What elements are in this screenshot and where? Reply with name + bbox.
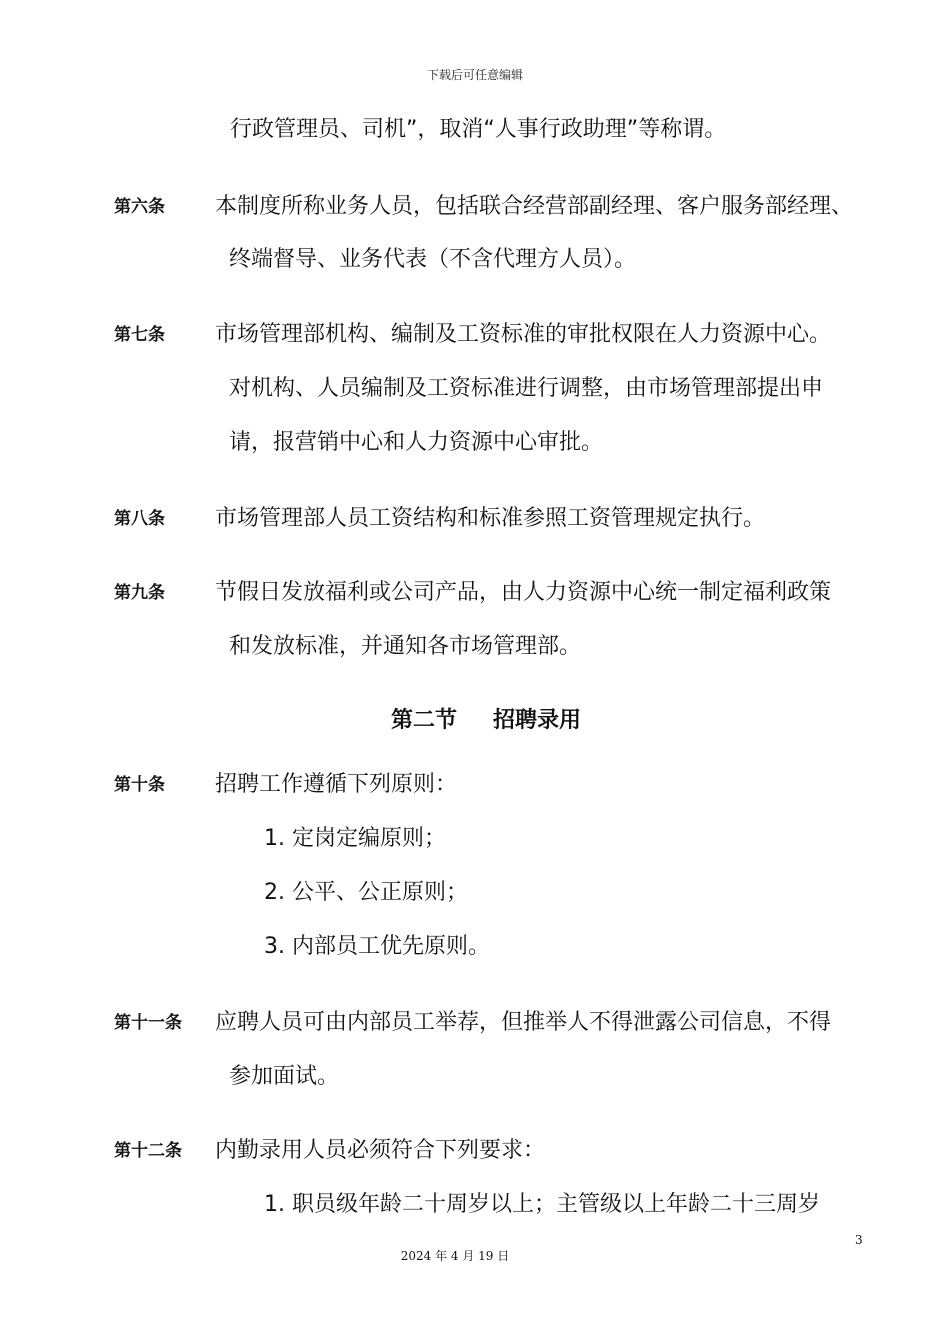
article-label: 第七条 (114, 325, 165, 345)
body-line: 参加面试。 (229, 1064, 340, 1089)
body-line: 内勤录用人员必须符合下列要求： (215, 1138, 546, 1163)
article-label: 第六条 (114, 197, 165, 217)
body-line: 行政管理员、司机”，取消“人事行政助理”等称谓。 (230, 117, 727, 142)
body-line: 节假日发放福利或公司产品，由人力资源中心统一制定福利政策 (215, 580, 832, 605)
article-label: 第十条 (114, 775, 165, 795)
body-line: 对机构、人员编制及工资标准进行调整，由市场管理部提出申 (229, 376, 824, 401)
section-number: 第二节 (391, 708, 458, 733)
list-item: 3. 内部员工优先原则。 (264, 934, 490, 959)
page-header: 下载后可任意编辑 (426, 68, 523, 82)
body-line: 请，报营销中心和人力资源中心审批。 (229, 430, 604, 455)
body-line: 本制度所称业务人员，包括联合经营部副经理、客户服务部经理、 (215, 194, 854, 219)
list-item: 2. 公平、公正原则； (264, 880, 468, 905)
page-number: 3 (855, 1233, 863, 1247)
list-item: 1. 定岗定编原则； (264, 826, 446, 851)
article-label: 第八条 (114, 509, 165, 529)
body-line: 市场管理部人员工资结构和标准参照工资管理规定执行。 (215, 506, 766, 531)
article-label: 第十二条 (114, 1141, 182, 1161)
section-title: 招聘录用 (493, 708, 582, 733)
body-line: 和发放标准，并通知各市场管理部。 (229, 634, 582, 659)
body-line: 终端督导、业务代表（不含代理方人员）。 (229, 247, 637, 272)
body-line: 招聘工作遵循下列原则： (215, 772, 458, 797)
list-item: 1. 职员级年龄二十周岁以上；主管级以上年龄二十三周岁 (264, 1192, 820, 1217)
article-label: 第九条 (114, 583, 165, 603)
body-line: 应聘人员可由内部员工举荐，但推举人不得泄露公司信息，不得 (215, 1010, 832, 1035)
body-line: 市场管理部机构、编制及工资标准的审批权限在人力资源中心。 (215, 322, 832, 347)
footer-date: 2024 年 4 月 19 日 (400, 1249, 510, 1263)
article-label: 第十一条 (114, 1013, 182, 1033)
